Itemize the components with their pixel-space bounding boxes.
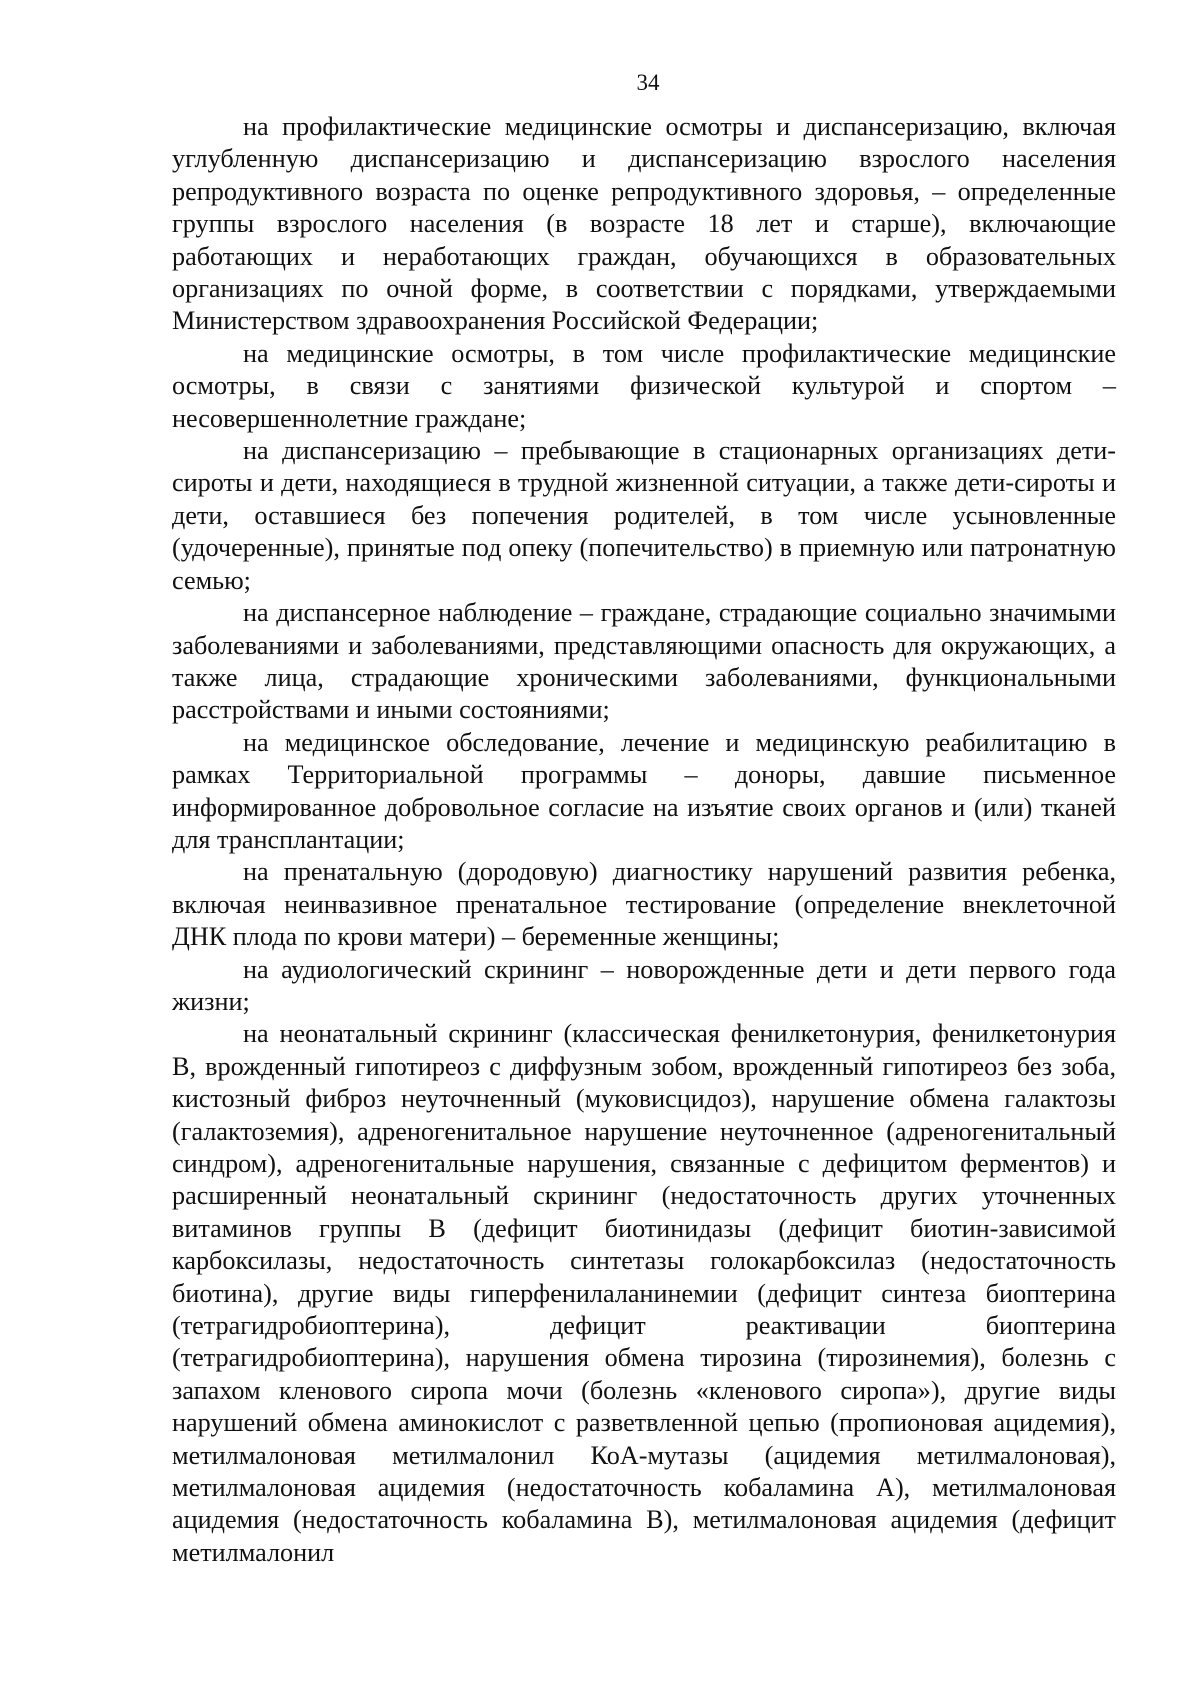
- page-number: 34: [636, 70, 660, 95]
- paragraph-orphans-dispensarization: на диспансеризацию – пребывающие в стационарных организациях дети-сироты и дети, находящиеся в трудной жизненной ситуации, а также дети-сироты и дети, оставшиеся без попечения родителей, в том числе усыновленные (удочеренные), принятые под опеку (попечительство) в приемную или патронатную семью;: [172, 436, 1116, 595]
- paragraph-audiological-screening: на аудиологический скрининг – новорожденные дети и дети первого года жизни;: [172, 954, 1116, 1016]
- paragraph-donors: на медицинское обследование, лечение и медицинскую реабилитацию в рамках Территориальной программы – доноры, давшие письменное информированное добровольное согласие на изъятие своих органов и (или) тканей для трансплантации;: [172, 727, 1116, 854]
- paragraph-prenatal-diagnostics: на пренатальную (дородовую) диагностику нарушений развития ребенка, включая неинвазивное пренатальное тестирование (определение внеклеточной ДНК плода по крови матери) – беременные женщины;: [172, 857, 1116, 952]
- document-body: [172, 111, 1116, 1569]
- paragraph-neonatal-screening: на неонатальный скрининг (классическая фенилкетонурия, фенилкетонурия B, врожденный гипотиреоз с диффузным зобом, врожденный гипотиреоз без зоба, кистозный фиброз неуточненный (муковисцидоз), нарушение обмена галактозы (галактоземия), адреногенитальное нарушение неуточненное (адреногенитальный синдром), адреногенитальные нарушения, связанные с дефицитом ферментов) и расширенный неонатальный скрининг (недостаточность других уточненных витаминов группы B (дефицит биотинидазы (дефицит биотин-зависимой карбоксилазы, недостаточность синтетазы голокарбоксилаз (недостаточность биотина), другие виды гиперфенилаланинемии (дефицит синтеза биоптерина (тетрагидробиоптерина), дефицит реактивации биоптерина (тетрагидробиоптерина), нарушения обмена тирозина (тирозинемия), болезнь с запахом кленового сиропа мочи (болезнь «кленового сиропа»), другие виды нарушений обмена аминокислот с разветвленной цепью (пропионовая ацидемия), метилмалоновая метилмалонил КоА-мутазы (ацидемия метилмалоновая), метилмалоновая ацидемия (недостаточность кобаламина А), метилмалоновая ацидемия (недостаточность кобаламина В), метилмалоновая ацидемия (дефицит метилмалонил: [172, 1019, 1116, 1567]
- paragraph-preventive-exams: на профилактические медицинские осмотры и диспансеризацию, включая углубленную диспансеризацию и диспансеризацию взрослого населения репродуктивного возраста по оценке репродуктивного здоровья, – определенные группы взрослого населения (в возрасте 18 лет и старше), включающие работающих и неработающих граждан, обучающихся в образовательных организациях по очной форме, в соответствии с порядками, утверждаемыми Министерством здравоохранения Российской Федерации;: [172, 112, 1116, 336]
- paragraph-dispensary-observation: на диспансерное наблюдение – граждане, страдающие социально значимыми заболеваниями и заболеваниями, представляющими опасность для окружающих, а также лица, страдающие хроническими заболеваниями, функциональными расстройствами и иными состояниями;: [172, 598, 1116, 725]
- paragraph-sports-exams: на медицинские осмотры, в том числе профилактические медицинские осмотры, в связи с занятиями физической культурой и спортом – несовершеннолетние граждане;: [172, 338, 1116, 433]
